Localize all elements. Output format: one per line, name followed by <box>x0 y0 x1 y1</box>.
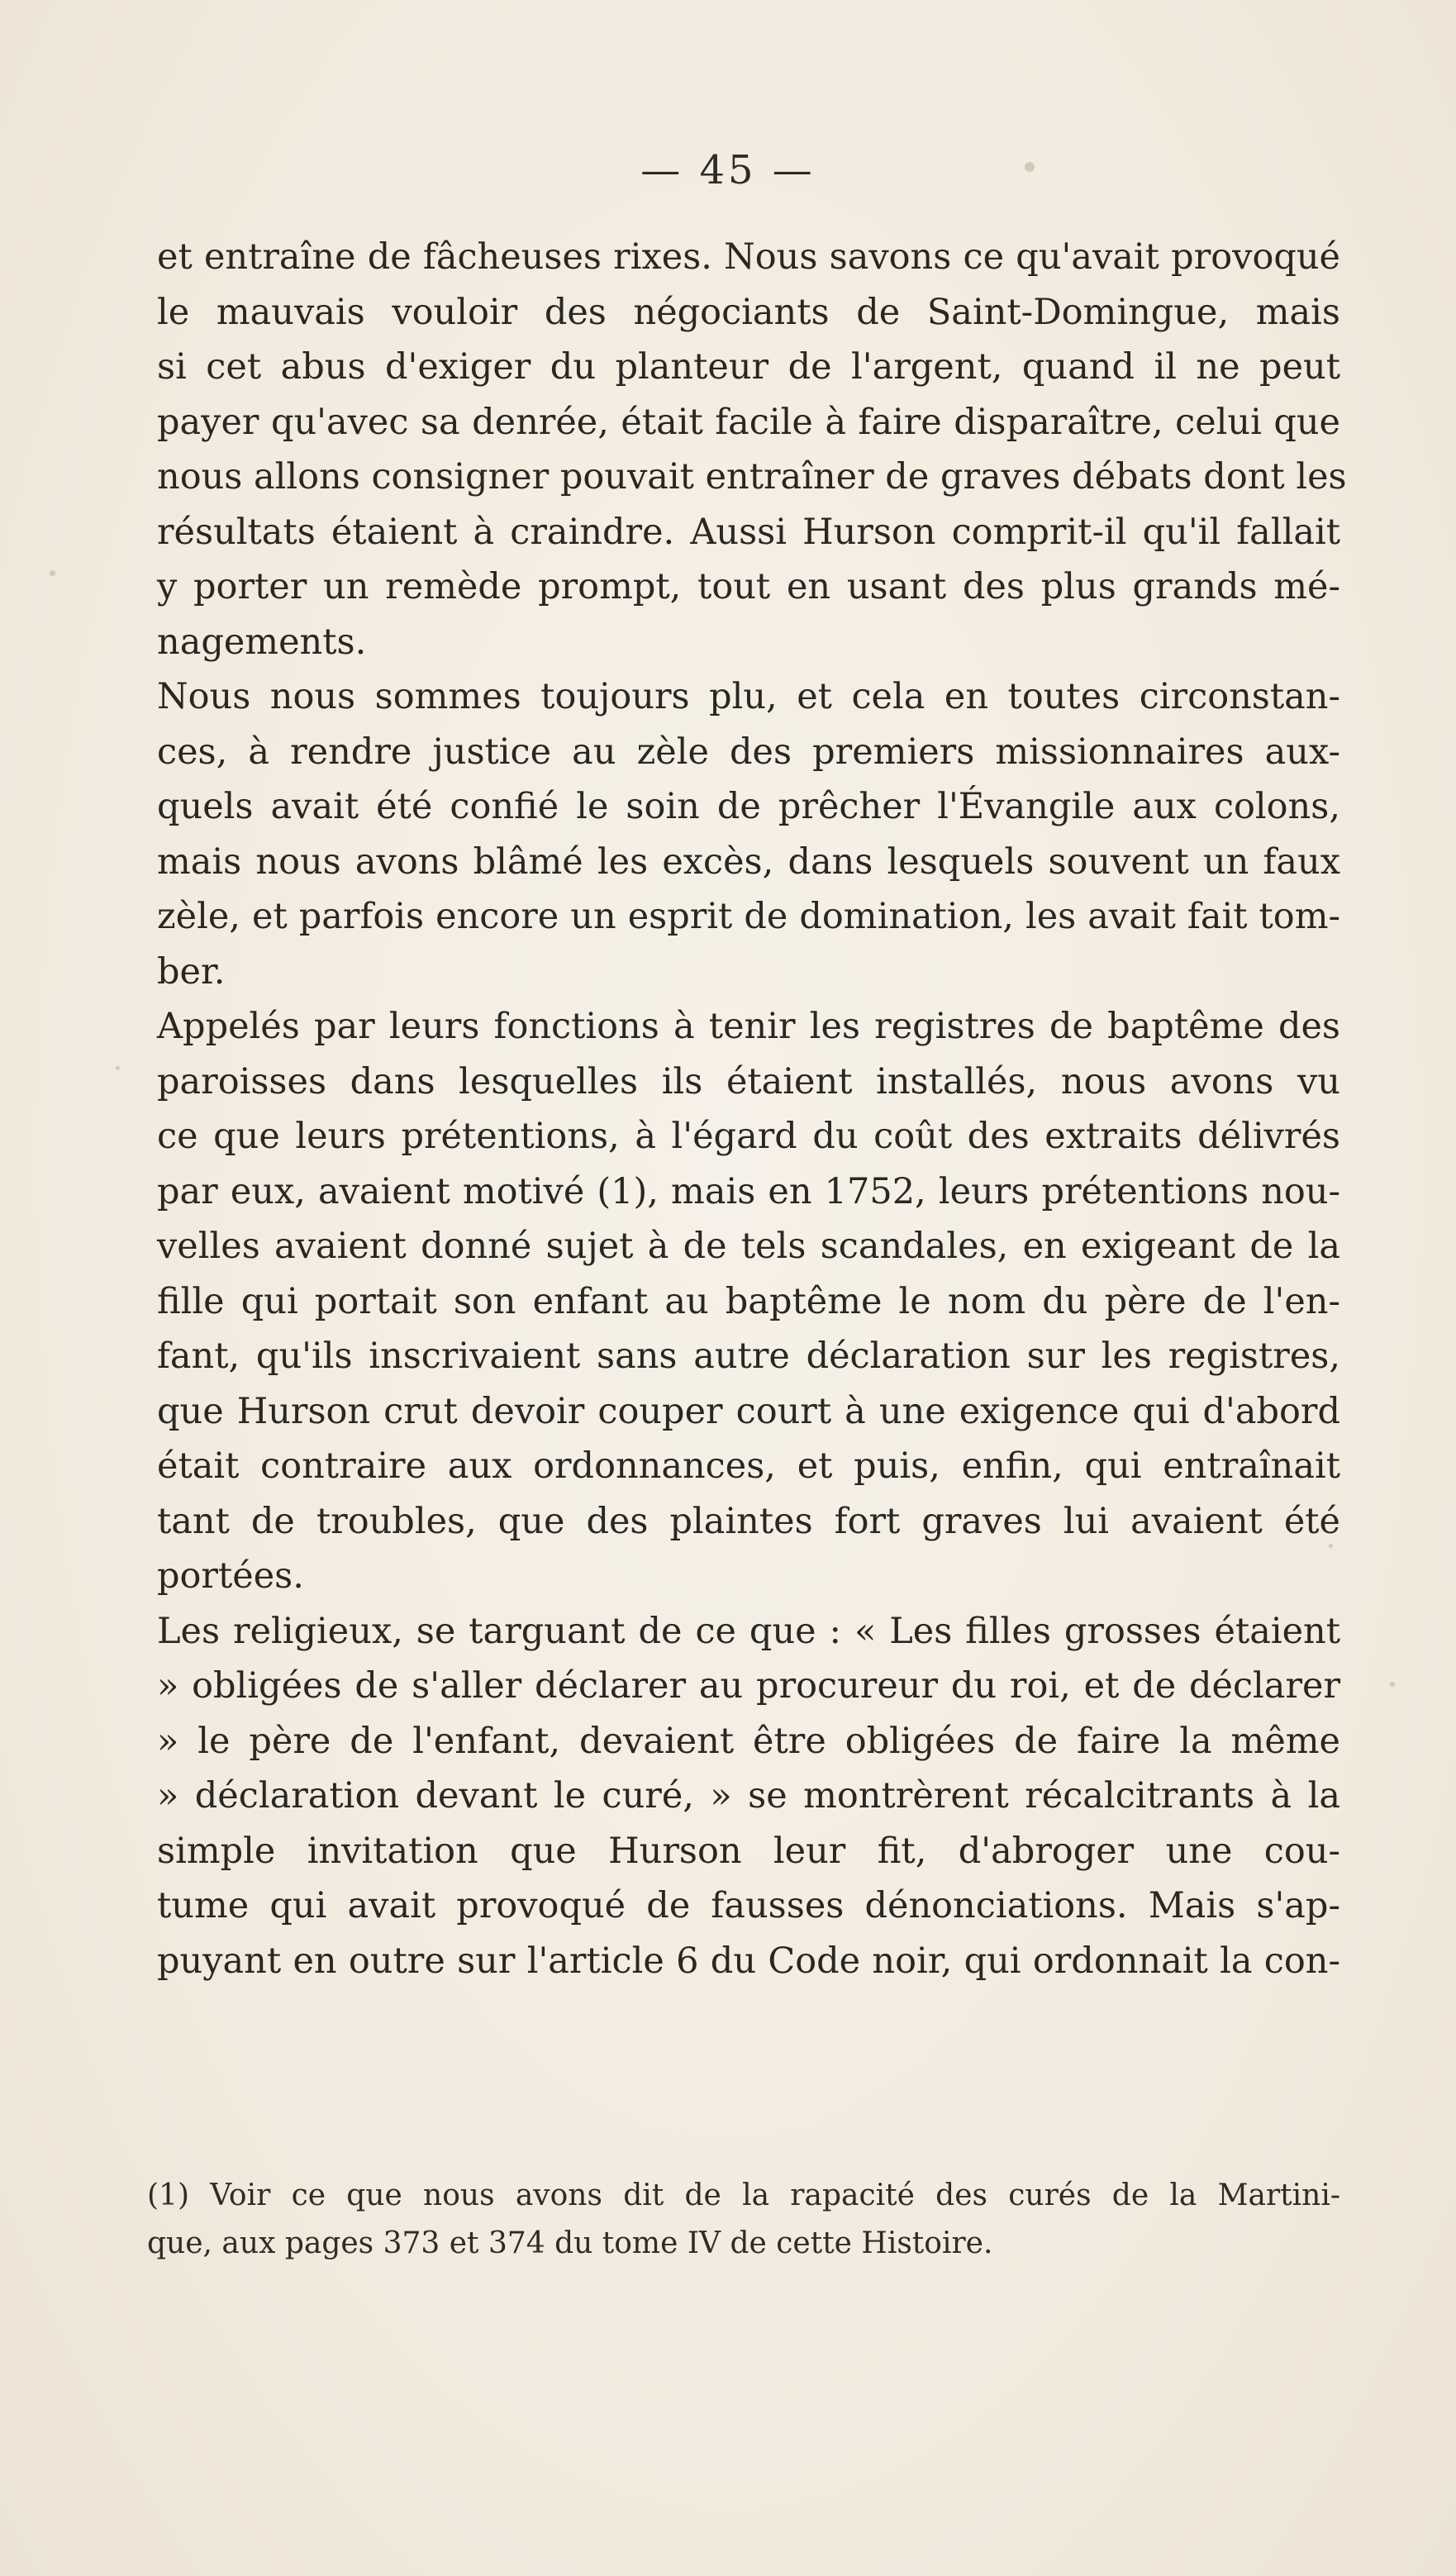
footnote <box>147 2172 1340 2268</box>
paper-speck <box>116 1066 120 1070</box>
text-line: ces, à rendre justice au zèle des premiers missionnaires aux- <box>157 731 1340 773</box>
paper-speck <box>1390 1682 1395 1687</box>
footnote-line: (1) Voir ce que nous avons dit de la rapacité des curés de la Martini- <box>147 2178 1340 2212</box>
text-line: par eux, avaient motivé (1), mais en 1752, leurs prétentions nou- <box>157 1170 1340 1212</box>
text-line: zèle, et parfois encore un esprit de domination, les avait fait tom- <box>157 896 1340 937</box>
text-line: y porter un remède prompt, tout en usant des plus grands mé- <box>157 566 1340 607</box>
text-line: était contraire aux ordonnances, et puis, enfin, qui entraînait <box>157 1445 1340 1487</box>
body-text <box>157 230 1347 1988</box>
paper-speck <box>1025 162 1035 172</box>
text-line: Appelés par leurs fonctions à tenir les registres de baptême des <box>157 1006 1340 1047</box>
text-line: si cet abus d'exiger du planteur de l'argent, quand il ne peut <box>157 346 1340 388</box>
text-line: et entraîne de fâcheuses rixes. Nous savons ce qu'avait provoqué <box>157 236 1340 278</box>
paper-speck <box>1329 1544 1333 1548</box>
page-number: — 45 — <box>640 147 816 193</box>
text-line: ber. <box>157 950 226 993</box>
text-line: ce que leurs prétentions, à l'égard du coût des extraits délivrés <box>157 1116 1340 1157</box>
text-line: paroisses dans lesquelles ils étaient installés, nous avons vu <box>157 1060 1340 1102</box>
text-line: nagements. <box>157 621 367 663</box>
text-line: » le père de l'enfant, devaient être obligées de faire la même <box>157 1720 1340 1762</box>
text-line: Les religieux, se targuant de ce que : « Les filles grosses étaient <box>157 1610 1340 1652</box>
text-line: puyant en outre sur l'article 6 du Code noir, qui ordonnait la con- <box>157 1940 1340 1982</box>
text-line: portées. <box>157 1555 304 1597</box>
text-line: » déclaration devant le curé, » se montrèrent récalcitrants à la <box>157 1775 1340 1817</box>
text-line: Nous nous sommes toujours plu, et cela en toutes circonstan- <box>157 676 1340 717</box>
text-line: tant de troubles, que des plaintes fort graves lui avaient été <box>157 1500 1340 1542</box>
text-line: fille qui portait son enfant au baptême le nom du père de l'en- <box>157 1280 1340 1322</box>
text-line: tume qui avait provoqué de fausses dénonciations. Mais s'ap- <box>157 1885 1340 1926</box>
text-line: velles avaient donné sujet à de tels scandales, en exigeant de la <box>157 1226 1340 1267</box>
footnote-line: que, aux pages 373 et 374 du tome IV de cette Histoire. <box>147 2226 993 2260</box>
text-line: » obligées de s'aller déclarer au procureur du roi, et de déclarer <box>157 1665 1340 1707</box>
text-line: payer qu'avec sa denrée, était facile à faire disparaître, celui que <box>157 401 1340 443</box>
text-line: que Hurson crut devoir couper court à une exigence qui d'abord <box>157 1390 1340 1432</box>
text-line: fant, qu'ils inscrivaient sans autre déclaration sur les registres, <box>157 1336 1340 1377</box>
text-line: quels avait été confié le soin de prêcher l'Évangile aux colons, <box>157 786 1340 827</box>
text-line: nous allons consigner pouvait entraîner de graves débats dont les <box>157 456 1347 498</box>
text-line: mais nous avons blâmé les excès, dans lesquels souvent un faux <box>157 840 1340 883</box>
text-line: simple invitation que Hurson leur fit, d'abroger une cou- <box>157 1830 1340 1872</box>
paper-speck <box>50 570 55 576</box>
text-line: le mauvais vouloir des négociants de Saint-Domingue, mais <box>157 291 1340 333</box>
text-line: résultats étaient à craindre. Aussi Hurson comprit-il qu'il fallait <box>157 511 1340 553</box>
